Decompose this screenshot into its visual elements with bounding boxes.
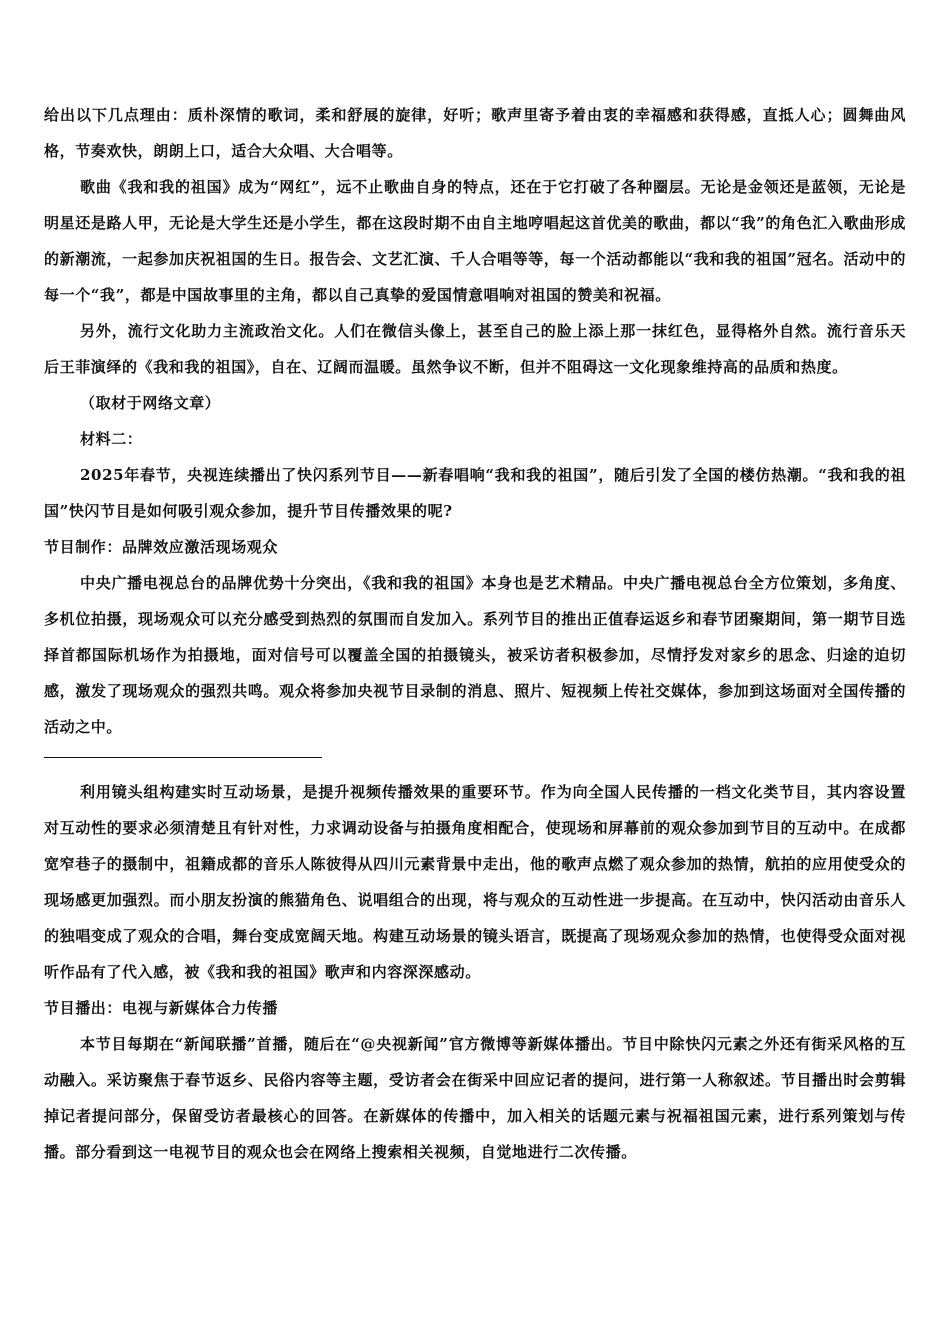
- paragraph-media-broadcast: 本节目每期在“新闻联播”首播，随后在“@央视新闻”官方微博等新媒体播出。节目中除快闪元素之外还有街采风格的互动融入。采访聚焦于春节返乡、民俗内容等主题，受访者会在街采中回应记者的提问，进行第一人称叙述。节目播出时会剪辑掉记者提问部分，保留受访者最核心的回答。在新媒体的传播中，加入相关的话题元素与祝福祖国元素，进行系列策划与传播。部分看到这一电视节目的观众也会在网络上搜索相关视频，自觉地进行二次传播。: [44, 1035, 906, 1161]
- document-body: [44, 97, 906, 1170]
- paragraph-pop-culture: 另外，流行文化助力主流政治文化。人们在微信头像上，甚至自己的脸上添上那一抹红色，显得格外自然。流行音乐天后王菲演绎的《我和我的祖国》，自在、辽阔而温暖。虽然争议不断，但并不阻碍这一文化现象维持高的品质和热度。: [44, 322, 906, 376]
- source-note: （取材于网络文章）: [80, 394, 221, 412]
- paragraph-spring-festival: 2025年春节，央视连续播出了快闪系列节目——新春唱响“我和我的祖国”，随后引发了全国的楼仿热潮。“我和我的祖国”快闪节目是如何吸引观众参加，提升节目传播效果的呢?: [44, 466, 906, 520]
- paragraph-brand-effect: 中央广播电视总台的品牌优势十分突出，《我和我的祖国》本身也是艺术精品。中央广播电视总台全方位策划，多角度、多机位拍摄，现场观众可以充分感受到热烈的氛围而自发加入。系列节目的推出正值春运返乡和春节团聚期间，第一期节目选择首都国际机场作为拍摄地，面对信号可以覆盖全国的拍摄镜头，被采访者积极参加，尽情抒发对家乡的思念、归途的迫切感，激发了现场观众的强烈共鸣。观众将参加央视节目录制的消息、照片、短视频上传社交媒体，参加到这场面对全国传播的活动之中。: [44, 574, 906, 736]
- footnote-divider: [44, 757, 322, 758]
- section-heading-broadcast: 节目播出：电视与新媒体合力传播: [44, 999, 279, 1017]
- paragraph-reasons: 给出以下几点理由：质朴深情的歌词，柔和舒展的旋律，好听；歌声里寄予着由衷的幸福感和获得感，直抵人心；圆舞曲风格，节奏欢快，朗朗上口，适合大众唱、大合唱等。: [44, 106, 906, 160]
- section-heading-production: 节目制作：品牌效应激活现场观众: [44, 538, 279, 556]
- paragraph-interactive-scene: 利用镜头组构建实时互动场景，是提升视频传播效果的重要环节。作为向全国人民传播的一档文化类节目，其内容设置对互动性的要求必须清楚且有针对性，力求调动设备与拍摄角度相配合，使现场和屏幕前的观众参加到节目的互动中。在成都宽窄巷子的摄制中，祖籍成都的音乐人陈彼得从四川元素背景中走出，他的歌声点燃了观众参加的热情，航拍的应用使受众的现场感更加强烈。而小朋友扮演的熊猫角色、说唱组合的出现，将与观众的互动性进一步提高。在互动中，快闪活动由音乐人的独唱变成了观众的合唱，舞台变成宽阔天地。构建互动场景的镜头语言，既提高了现场观众参加的热情，也使得受众面对视听作品有了代入感，被《我和我的祖国》歌声和内容深深感动。: [44, 783, 906, 981]
- paragraph-song-trend: 歌曲《我和我的祖国》成为“网红”，远不止歌曲自身的特点，还在于它打破了各种圈层。无论是金领还是蓝领，无论是明星还是路人甲，无论是大学生还是小学生，都在这段时期不由自主地哼唱起这首优美的歌曲，都以“我”的角色汇入歌曲形成的新潮流，一起参加庆祝祖国的生日。报告会、文艺汇演、千人合唱等等，每一个活动都能以“我和我的祖国”冠名。活动中的每一个“我”，都是中国故事里的主角，都以自己真挚的爱国情意唱响对祖国的赞美和祝福。: [44, 178, 906, 304]
- material-two-label: 材料二：: [80, 430, 143, 448]
